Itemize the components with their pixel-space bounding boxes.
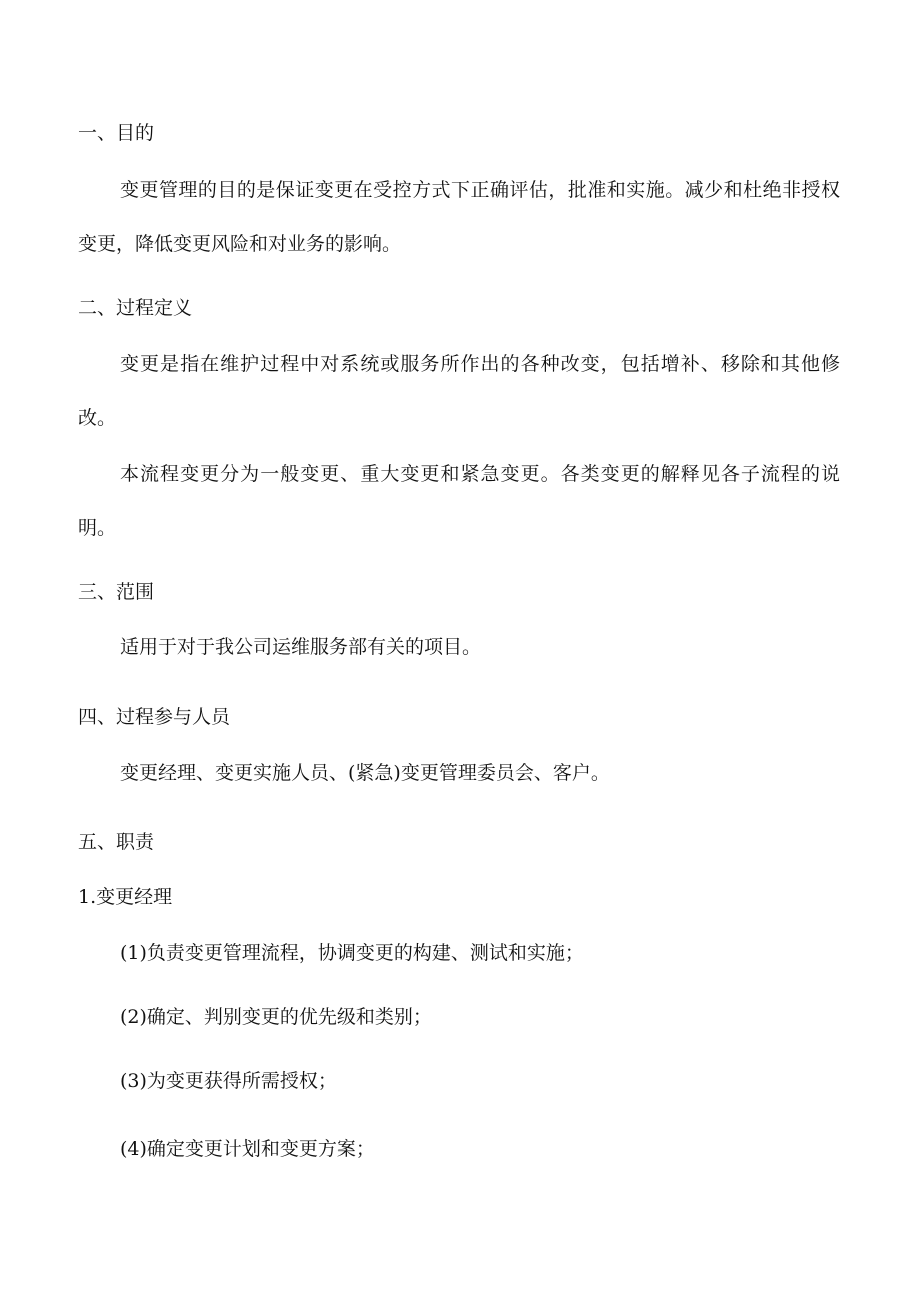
paragraph-process-definition-2: 本流程变更分为一般变更、重大变更和紧急变更。各类变更的解释见各子流程的说明。 (78, 463, 840, 539)
section-heading-process-definition: 二、过程定义 (78, 297, 193, 319)
section-heading-participants: 四、过程参与人员 (78, 706, 231, 728)
paragraph-purpose: 变更管理的目的是保证变更在受控方式下正确评估，批准和实施。减少和杜绝非授权变更，降低变更风险和对业务的影响。 (78, 179, 840, 255)
list-item: (3)为变更获得所需授权； (120, 1070, 337, 1092)
paragraph-participants: 变更经理、变更实施人员、(紧急)变更管理委员会、客户。 (120, 762, 610, 784)
list-item: (1)负责变更管理流程，协调变更的构建、测试和实施； (120, 942, 584, 964)
list-item: (2)确定、判别变更的优先级和类别； (120, 1006, 432, 1028)
paragraph-process-definition-1: 变更是指在维护过程中对系统或服务所作出的各种改变，包括增补、移除和其他修改。 (78, 353, 840, 429)
list-item: (4)确定变更计划和变更方案； (120, 1138, 375, 1160)
paragraph-scope: 适用于对于我公司运维服务部有关的项目。 (120, 636, 482, 658)
section-heading-scope: 三、范围 (78, 581, 155, 603)
section-heading-purpose: 一、目的 (78, 122, 155, 144)
subsection-heading-change-manager: 1.变更经理 (78, 886, 173, 908)
section-heading-responsibilities: 五、职责 (78, 831, 155, 853)
